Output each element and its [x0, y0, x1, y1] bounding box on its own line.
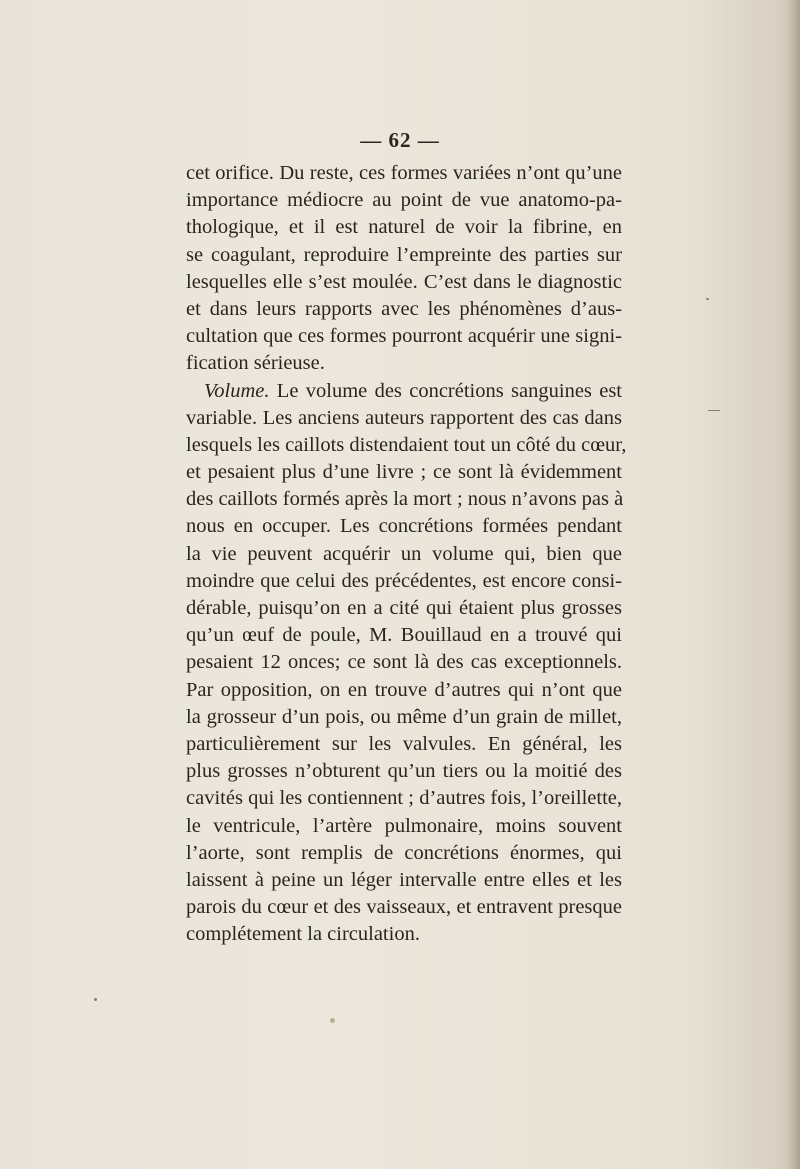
- section-heading-italic: Volume.: [204, 379, 270, 402]
- text-line: lesquels les caillots distendaient tout un côté du cœur,: [186, 433, 627, 456]
- text-line: parois du cœur et des vaisseaux, et entravent presque: [186, 896, 622, 919]
- text-line: cet orifice. Du reste, ces formes variées n’ont qu’une: [186, 162, 622, 184]
- paper-speck: [706, 298, 709, 300]
- text-line: particulièrement sur les valvules. En général, les: [186, 732, 622, 755]
- text-line: et dans leurs rapports avec les phénomènes d’aus-: [186, 297, 622, 320]
- text-line: l’aorte, sont remplis de concrétions énormes, qui: [186, 841, 622, 864]
- text-line: importance médiocre au point de vue anatomo-pa-: [186, 189, 622, 212]
- text-line: dérable, puisqu’on en a cité qui étaient plus grosses: [186, 597, 622, 619]
- text-line: se coagulant, reproduire l’empreinte des parties sur: [186, 243, 622, 266]
- text-line: pesaient 12 onces; ce sont là des cas exceptionnels.: [186, 651, 622, 674]
- text-line: cavités qui les contiennent ; d’autres fois, l’oreillette,: [186, 787, 622, 810]
- paper-speck: [330, 1018, 335, 1023]
- page-edge-shadow: [788, 0, 800, 1169]
- text-line: Par opposition, on en trouve d’autres qui n’ont que: [186, 678, 622, 701]
- text-line: qu’un œuf de poule, M. Bouillaud en a trouvé qui: [186, 624, 622, 647]
- text-line: fication sérieuse.: [186, 352, 325, 375]
- text-line: complétement la circulation.: [186, 923, 420, 946]
- page-number: — 62 —: [360, 128, 440, 152]
- text-line: variable. Les anciens auteurs rapportent des cas dans: [186, 406, 622, 429]
- text-line: cultation que ces formes pourront acquérir une signi-: [186, 325, 622, 348]
- text-line: laissent à peine un léger intervalle entre elles et les: [186, 868, 622, 891]
- text-line: nous en occuper. Les concrétions formées pendant: [186, 515, 622, 538]
- body-text: [186, 160, 627, 948]
- text-line: la vie peuvent acquérir un volume qui, bien que: [186, 542, 622, 565]
- text-line: et pesaient plus d’une livre ; ce sont là évidemment: [186, 461, 622, 484]
- paper-speck: [708, 410, 720, 411]
- text-line: la grosseur d’un pois, ou même d’un grain de millet,: [186, 705, 622, 728]
- paragraph-start-line: [186, 378, 622, 405]
- text-line: lesquelles elle s’est moulée. C’est dans le diagnostic: [186, 270, 622, 293]
- text-line-rest: Le volume des concrétions sanguines est: [269, 379, 622, 402]
- text-line: moindre que celui des précédentes, est encore consi-: [186, 569, 622, 592]
- text-line: plus grosses n’obturent qu’un tiers ou la moitié des: [186, 760, 622, 783]
- text-line: thologique, et il est naturel de voir la fibrine, en: [186, 216, 622, 239]
- paper-speck: [94, 998, 97, 1001]
- text-line: le ventricule, l’artère pulmonaire, moins souvent: [186, 814, 622, 837]
- text-line: des caillots formés après la mort ; nous n’avons pas à: [186, 488, 624, 511]
